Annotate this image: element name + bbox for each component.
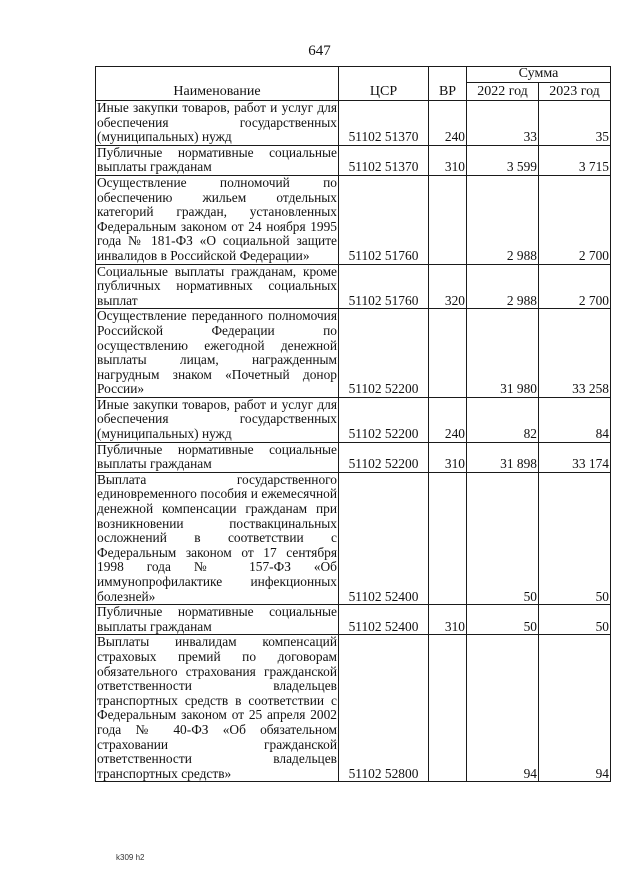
row-csr: 51102 51370	[339, 101, 429, 146]
row-sum-2023: 2 700	[539, 175, 611, 264]
row-sum-2022: 2 988	[467, 175, 539, 264]
row-csr: 51102 51760	[339, 264, 429, 309]
row-sum-2022: 94	[467, 635, 539, 782]
row-name: Публичные нормативные социальные выплаты гражданам	[97, 145, 337, 175]
row-sum-2022: 2 988	[467, 264, 539, 309]
row-sum-2023: 50	[539, 472, 611, 604]
row-sum-2022: 31 980	[467, 309, 539, 398]
row-vr: 310	[429, 145, 467, 175]
row-sum-2023: 84	[539, 397, 611, 442]
table-row	[96, 442, 611, 472]
row-name: Иные закупки товаров, работ и услуг для обеспечения государственных (муниципальных) нужд	[97, 100, 337, 145]
row-vr	[429, 175, 467, 264]
row-name: Социальные выплаты гражданам, кроме публичных нормативных социальных выплат	[97, 264, 337, 308]
row-vr	[429, 635, 467, 782]
table-row	[96, 175, 611, 264]
row-sum-2023: 3 715	[539, 145, 611, 175]
row-sum-2023: 50	[539, 605, 611, 635]
row-sum-2023: 35	[539, 101, 611, 146]
row-vr: 310	[429, 442, 467, 472]
row-vr: 240	[429, 101, 467, 146]
table-row	[96, 605, 611, 635]
row-vr	[429, 472, 467, 604]
row-sum-2023: 33 258	[539, 309, 611, 398]
header-sum: Сумма	[467, 67, 611, 83]
row-vr	[429, 309, 467, 398]
row-vr: 310	[429, 605, 467, 635]
header-csr: ЦСР	[339, 67, 429, 101]
page-number: 647	[308, 43, 331, 59]
header-name: Наименование	[96, 67, 339, 101]
header-year-2023: 2023 год	[539, 83, 611, 101]
row-csr: 51102 52800	[339, 635, 429, 782]
footer-code: k309 h2	[116, 853, 145, 862]
table-row	[96, 472, 611, 604]
row-name: Публичные нормативные социальные выплаты гражданам	[97, 442, 337, 472]
table-row	[96, 397, 611, 442]
row-sum-2022: 50	[467, 472, 539, 604]
header-year-2022: 2022 год	[467, 83, 539, 101]
row-sum-2023: 2 700	[539, 264, 611, 309]
row-csr: 51102 51370	[339, 145, 429, 175]
row-csr: 51102 52200	[339, 309, 429, 398]
row-name: Осуществление полномочий по обеспечению жильем отдельных категорий граждан, установленных Федеральным законом от 24 ноября 1995 года № 181-ФЗ «О социальной защите инвалидов в Российской Федерации»	[97, 175, 337, 263]
row-csr: 51102 52400	[339, 472, 429, 604]
row-name: Иные закупки товаров, работ и услуг для обеспечения государственных (муниципальных) нужд	[97, 397, 337, 442]
row-sum-2022: 82	[467, 397, 539, 442]
row-sum-2022: 33	[467, 101, 539, 146]
row-csr: 51102 51760	[339, 175, 429, 264]
table-row	[96, 145, 611, 175]
table-row	[96, 635, 611, 782]
row-vr: 240	[429, 397, 467, 442]
row-csr: 51102 52200	[339, 397, 429, 442]
row-sum-2022: 50	[467, 605, 539, 635]
row-name: Выплаты инвалидам компенсаций страховых премий по договорам обязательного страхования гражданской ответственности владельцев транспортных средств в соответствии с Федеральным законом от 25 апреля 2002 года № 40-ФЗ «Об обязательном страховании гражданской ответственности владельцев транспортных средств»	[97, 634, 337, 781]
row-name: Осуществление переданного полномочия Российской Федерации по осуществлению ежегодной денежной выплаты лицам, награжденным нагрудным знаком «Почетный донор России»	[97, 308, 337, 397]
table-row	[96, 101, 611, 146]
row-name: Выплата государственного единовременного пособия и ежемесячной денежной компенсации гражданам при возникновении поствакцинальных осложнений в соответствии с Федеральным законом от 17 сентября 1998 года № 157-ФЗ «Об иммунопрофилактике инфекционных болезней»	[97, 472, 337, 604]
table-row	[96, 309, 611, 398]
row-sum-2023: 33 174	[539, 442, 611, 472]
table-header	[96, 67, 611, 101]
row-csr: 51102 52200	[339, 442, 429, 472]
budget-table	[95, 66, 611, 782]
row-sum-2022: 31 898	[467, 442, 539, 472]
header-vr: ВР	[429, 67, 467, 101]
row-vr: 320	[429, 264, 467, 309]
row-name: Публичные нормативные социальные выплаты гражданам	[97, 604, 337, 634]
row-sum-2022: 3 599	[467, 145, 539, 175]
table-row	[96, 264, 611, 309]
row-csr: 51102 52400	[339, 605, 429, 635]
row-sum-2023: 94	[539, 635, 611, 782]
